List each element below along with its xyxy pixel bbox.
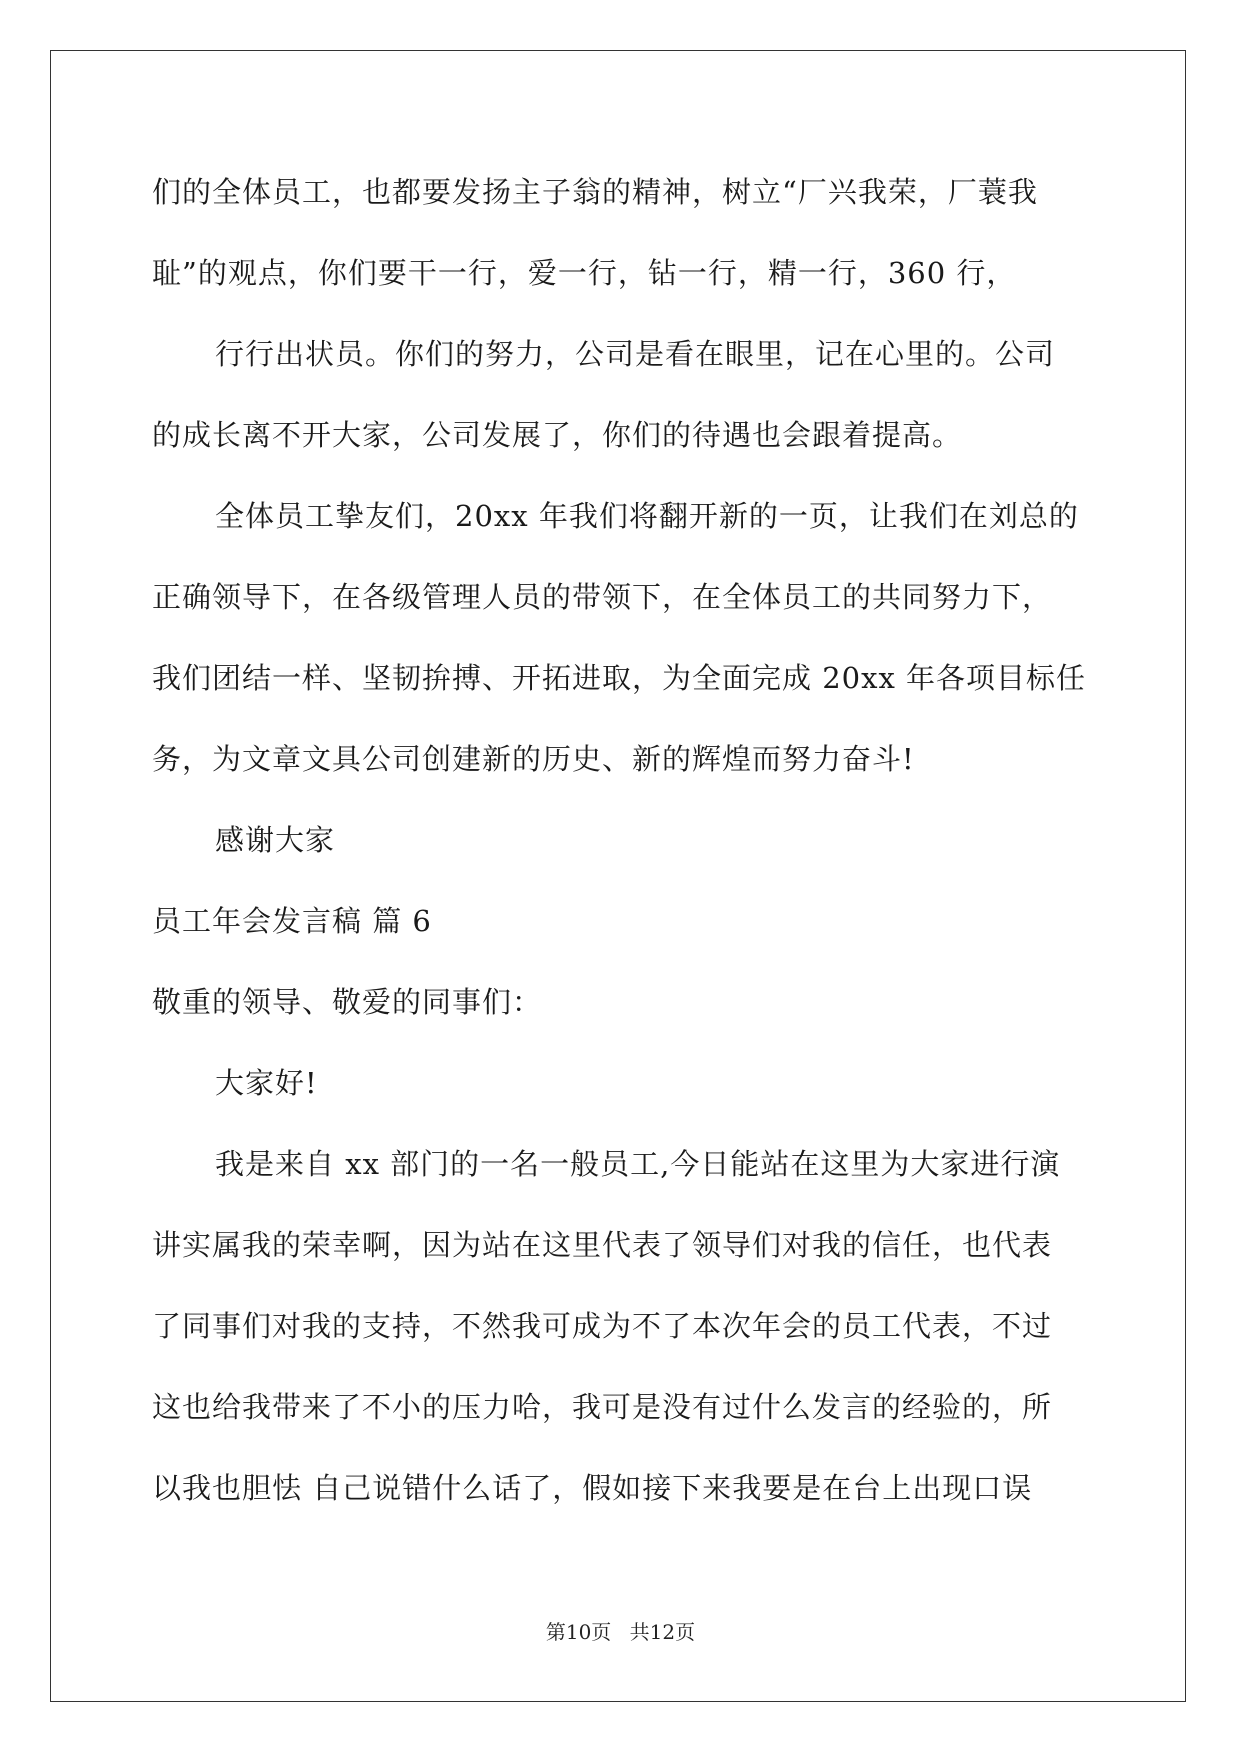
page-footer [0,1616,1241,1645]
text-line: 大家好! [215,1066,318,1100]
text-line: 了同事们对我的支持，不然我可成为不了本次年会的员工代表，不过 [152,1309,1053,1343]
text-line: 务，为文章文具公司创建新的历史、新的辉煌而努力奋斗! [152,742,915,776]
document-body [152,160,1087,1537]
text-line: 敬重的领导、敬爱的同事们： [152,985,543,1019]
text-line: 的成长离不开大家，公司发展了，你们的待遇也会跟着提高。 [152,418,963,452]
text-line: 讲实属我的荣幸啊，因为站在这里代表了领导们对我的信任，也代表 [152,1228,1053,1262]
text-line: 以我也胆怯 自己说错什么话了，假如接下来我要是在台上出现口误 [152,1471,1033,1505]
text-line: 耻”的观点，你们要干一行，爱一行，钻一行，精一行，360 行， [152,256,1017,290]
text-line: 正确领导下，在各级管理人员的带领下，在全体员工的共同努力下， [152,580,1053,614]
text-line: 行行出状员。你们的努力，公司是看在眼里，记在心里的。公司 [215,337,1056,371]
page-total: 共12页 [629,1620,696,1644]
text-line: 我们团结一样、坚韧拚搏、开拓进取，为全面完成 20xx 年各项目标任 [152,661,1087,695]
text-line: 这也给我带来了不小的压力哈，我可是没有过什么发言的经验的，所 [152,1390,1053,1424]
text-line: 感谢大家 [215,823,336,857]
text-line: 们的全体员工，也都要发扬主子翁的精神，树立“厂兴我荣，厂蓑我 [152,175,1038,209]
text-line: 我是来自 xx 部门的一名一般员工,今日能站在这里为大家进行演 [215,1147,1061,1181]
page-number: 第10页 [545,1620,612,1644]
text-line: 员工年会发言稿 篇 6 [152,904,432,938]
text-line: 全体员工挚友们，20xx 年我们将翻开新的一页，让我们在刘总的 [215,499,1079,533]
